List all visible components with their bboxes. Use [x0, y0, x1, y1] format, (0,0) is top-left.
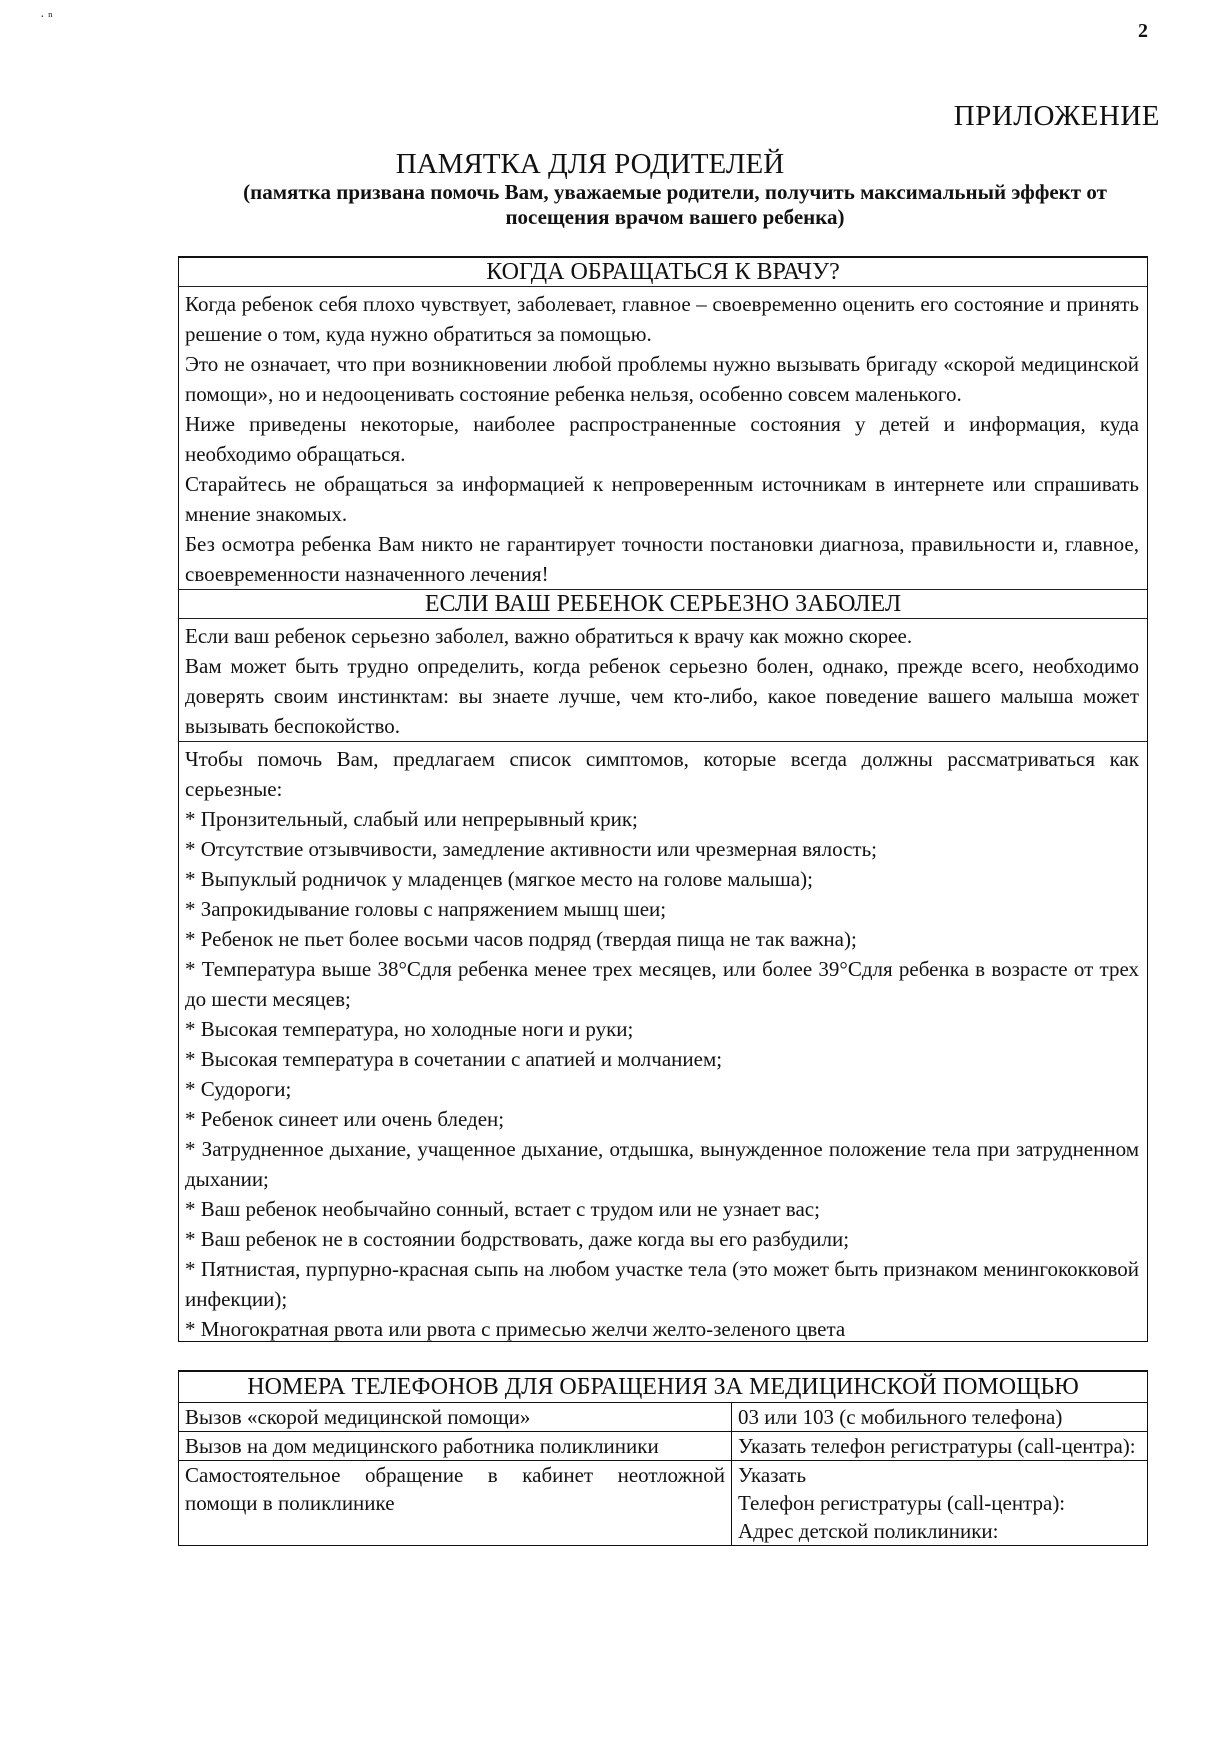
list-item: * Затрудненное дыхание, учащенное дыхание, отдышка, вынужденное положение тела при затрудненном дыхании; — [185, 1137, 1139, 1191]
list-item: * Температура выше 38°Сдля ребенка менее трех месяцев, или более 39°Сдля ребенка в возрасте от трех до шести месяцев; — [185, 957, 1139, 1011]
section-heading-seriously-ill: ЕСЛИ ВАШ РЕБЕНОК СЕРЬЕЗНО ЗАБОЛЕЛ — [179, 590, 1147, 619]
paragraph: Это не означает, что при возникновении любой проблемы нужно вызывать бригаду «скорой медицинской помощи», но и недооценивать состояние ребенка нельзя, особенно совсем маленького. — [185, 352, 1139, 406]
service-cell: Вызов на дом медицинского работника поликлиники — [179, 1432, 732, 1461]
table-row — [179, 1432, 1148, 1461]
list-item: * Отсутствие отзывчивости, замедление активности или чрезмерная вялость; — [185, 837, 877, 861]
service-cell: Самостоятельное обращение в кабинет неотложной помощи в поликлинике — [179, 1461, 732, 1546]
phone-numbers-table — [178, 1370, 1148, 1546]
contact-cell — [732, 1461, 1148, 1546]
contact-cell — [732, 1403, 1148, 1432]
appendix-label: ПРИЛОЖЕНИЕ — [953, 100, 1160, 132]
table-heading: НОМЕРА ТЕЛЕФОНОВ ДЛЯ ОБРАЩЕНИЯ ЗА МЕДИЦИНСКОЙ ПОМОЩЬЮ — [179, 1371, 1148, 1403]
list-item: * Выпуклый родничок у младенцев (мягкое место на голове малыша); — [185, 867, 813, 891]
paragraph: Ниже приведены некоторые, наиболее распространенные состояния у детей и информация, куда необходимо обращаться. — [185, 412, 1139, 466]
list-item: * Запрокидывание головы с напряжением мышц шеи; — [185, 897, 667, 921]
paragraph: Старайтесь не обращаться за информацией к непроверенным источникам в интернете или спрашивать мнение знакомых. — [185, 472, 1139, 526]
contact-line: Адрес детской поликлиники: — [738, 1519, 999, 1543]
paragraph: Если ваш ребенок серьезно заболел, важно обратиться к врачу как можно скорее. — [185, 624, 913, 648]
list-item: * Многократная рвота или рвота с примесью желчи желто-зеленого цвета — [185, 1317, 846, 1341]
table-row — [179, 1403, 1148, 1432]
list-item: * Высокая температура в сочетании с апатией и молчанием; — [185, 1047, 723, 1071]
contact-line: Телефон регистратуры (call-центра): — [738, 1491, 1066, 1515]
list-item: * Пронзительный, слабый или непрерывный крик; — [185, 807, 638, 831]
list-item: * Высокая температура, но холодные ноги и руки; — [185, 1017, 634, 1041]
paragraph: Без осмотра ребенка Вам никто не гарантирует точности постановки диагноза, правильности и, главное, своевременности назначенного лечения! — [185, 532, 1139, 586]
scan-specks: · ⁿ — [40, 10, 53, 25]
document-title: ПАМЯТКА ДЛЯ РОДИТЕЛЕЙ — [395, 148, 785, 180]
list-item: * Ваш ребенок не в состоянии бодрствовать, даже когда вы его разбудили; — [185, 1227, 850, 1251]
paragraph: Когда ребенок себя плохо чувствует, заболевает, главное – своевременно оценить его состояние и принять решение о том, куда нужно обратиться за помощью. — [185, 292, 1139, 346]
page-number: 2 — [1138, 20, 1148, 42]
table-header-row — [179, 1371, 1148, 1403]
memo-box — [178, 256, 1148, 1342]
list-item: * Ребенок синеет или очень бледен; — [185, 1107, 505, 1131]
symptoms-list — [179, 742, 1147, 1344]
contact-line: Указать телефон регистратуры (call-центра): — [738, 1434, 1136, 1458]
contact-line: Указать — [738, 1463, 807, 1487]
list-item: * Ваш ребенок необычайно сонный, встает с трудом или не узнает вас; — [185, 1197, 820, 1221]
contact-line: 03 или 103 (с мобильного телефона) — [738, 1405, 1063, 1429]
list-item: * Пятнистая, пурпурно-красная сыпь на любом участке тела (это может быть признаком менингококковой инфекции); — [185, 1257, 1139, 1311]
symptoms-intro: Чтобы помочь Вам, предлагаем список симптомов, которые всегда должны рассматриваться как серьезные: — [185, 747, 1139, 801]
service-cell: Вызов «скорой медицинской помощи» — [179, 1403, 732, 1432]
section-when-body — [179, 287, 1147, 589]
table-row — [179, 1461, 1148, 1546]
document-subtitle: (памятка призвана помочь Вам, уважаемые родители, получить максимальный эффект от посещения врачом вашего ребенка) — [243, 180, 1107, 229]
section-serious-body — [179, 619, 1147, 741]
contact-cell — [732, 1432, 1148, 1461]
list-item: * Ребенок не пьет более восьми часов подряд (твердая пища не так важна); — [185, 927, 857, 951]
section-heading-when-to-see-doctor: КОГДА ОБРАЩАТЬСЯ К ВРАЧУ? — [179, 258, 1147, 287]
list-item: * Судороги; — [185, 1077, 292, 1101]
paragraph: Вам может быть трудно определить, когда ребенок серьезно болен, однако, прежде всего, необходимо доверять своим инстинктам: вы знаете лучше, чем кто-либо, какое поведение вашего малыша может вызывать беспокойство. — [185, 654, 1139, 738]
